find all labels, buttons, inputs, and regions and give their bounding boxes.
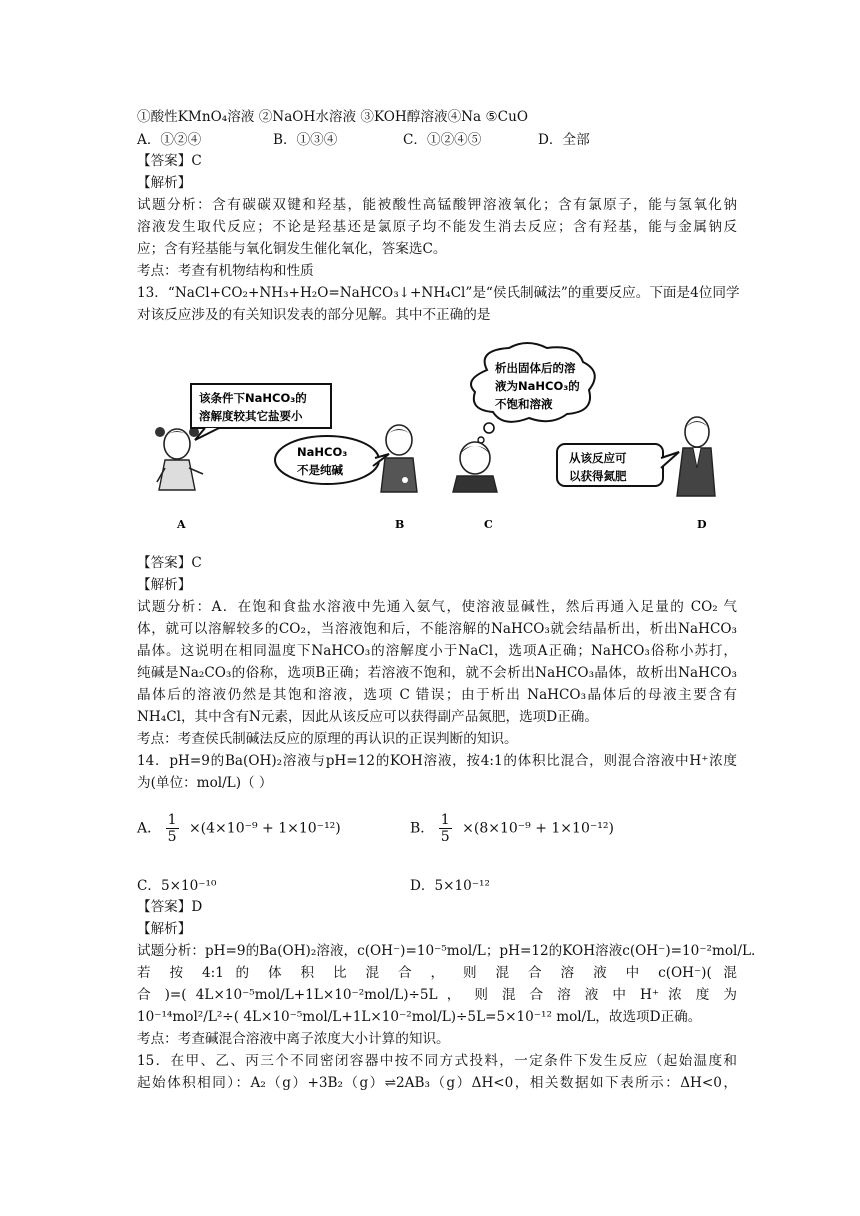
q14-stem: 14．pH=9的Ba(OH)₂溶液与pH=12的KOH溶液，按4:1的体积比混合，则混合溶液中H⁺浓度	[137, 753, 737, 769]
q14-answer: 【答案】D	[137, 899, 203, 915]
q14-option-b-expression: ×(8×10⁻⁹ + 1×10⁻¹²)	[462, 820, 614, 837]
q12-option-c: C．①②④⑤	[403, 132, 482, 148]
bubble-a-line1: 该条件下NaHCO₃的	[199, 391, 307, 405]
q14-option-d: D．5×10⁻¹²	[410, 878, 490, 894]
q14-option-a-expression: ×(4×10⁻⁹ + 1×10⁻¹²)	[188, 820, 341, 837]
q13-analysis-line: NH₄Cl，其中含有N元素，因此从该反应可以获得副产品氮肥，选项D正确。	[137, 709, 598, 725]
bubble-c-line2: 液为NaHCO₃的	[495, 379, 580, 393]
q12-analysis-line: 应；含有羟基能与氧化铜发生催化氧化，答案选C。	[137, 241, 447, 257]
q12-analysis-title: 【解析】	[137, 175, 192, 191]
bubble-d-line1: 从该反应可	[569, 451, 627, 465]
fraction	[439, 812, 452, 845]
bubble-b-line2: 不是纯碱	[297, 463, 343, 477]
q15-stem: 起始体积相同）：A₂（g）+3B₂（g）⇌2AB₃（g）ΔH<0，相关数据如下表所示：ΔH<0，	[137, 1075, 737, 1091]
fraction-numerator: 1	[167, 812, 177, 828]
q13-analysis-line: 纯碱是Na₂CO₃的俗称，选项B正确；若溶液不饱和，就不会析出NaHCO₃晶体，故析出NaHCO₃	[137, 665, 737, 681]
figure-label-a: A	[177, 518, 186, 531]
q14-option-a-label: A．	[137, 820, 162, 837]
figure-label-d: D	[697, 518, 707, 531]
fraction-denominator: 5	[440, 829, 450, 845]
q14-option-b	[410, 812, 614, 845]
q12-option-a: A．①②④	[137, 132, 202, 148]
q13-analysis-title: 【解析】	[137, 577, 192, 593]
fraction-numerator: 1	[440, 812, 450, 828]
bubble-c-line3: 不饱和溶液	[495, 397, 553, 411]
q14-analysis-line: 试题分析：pH=9的Ba(OH)₂溶液，c(OH⁻)=10⁻⁵mol/L；pH=12的KOH溶液c(OH⁻)=10⁻²mol/L.	[137, 943, 756, 959]
q13-answer: 【答案】C	[137, 555, 202, 571]
figure-label-b: B	[395, 518, 405, 531]
student-c-figure	[453, 442, 497, 492]
q13-point: 考点：考查侯氏制碱法反应的原理的再认识的正误判断的知识。	[137, 731, 518, 747]
q14-analysis-title: 【解析】	[137, 921, 192, 937]
q15-stem: 15．在甲、乙、丙三个不同密闭容器中按不同方式投料，一定条件下发生反应（起始温度和	[137, 1053, 737, 1069]
q12-point: 考点：考查有机物结构和性质	[137, 263, 314, 279]
q12-analysis-line: 试题分析：含有碳碳双键和羟基，能被酸性高锰酸钾溶液氧化；含有氯原子，能与氢氧化钠	[137, 197, 737, 213]
q14-option-c: C．5×10⁻¹⁰	[137, 878, 217, 894]
bubble-d-line2: 以获得氮肥	[569, 469, 627, 483]
q13-analysis-line: 晶体。这说明在相同温度下NaHCO₃的溶解度小于NaCl，选项A正确；NaHCO₃俗称小苏打，	[137, 643, 737, 659]
student-d-figure	[677, 417, 715, 496]
q12-analysis-line: 溶液发生取代反应；不论是羟基还是氯原子均不能发生消去反应；含有羟基，能与金属钠反	[137, 219, 737, 235]
figure-label-c: C	[484, 518, 493, 531]
q14-point: 考点：考查碱混合溶液中离子浓度大小计算的知识。	[137, 1031, 450, 1047]
fraction-denominator: 5	[167, 829, 177, 845]
q12-answer: 【答案】C	[137, 153, 202, 169]
q14-stem: 为(单位：mol/L)（ ）	[137, 775, 273, 791]
bubble-b-line1: NaHCO₃	[297, 445, 348, 459]
bubble-a-line2: 溶解度较其它盐要小	[199, 409, 303, 423]
q14-option-a	[137, 812, 341, 845]
student-b-figure	[381, 425, 417, 492]
q13-analysis-line: 体，就可以溶解较多的CO₂，当溶液饱和后，不能溶解的NaHCO₃就会结晶析出，析出NaHCO₃	[137, 621, 737, 637]
q14-analysis-line: 若 按 4:1 的 体 积 比 混 合 ， 则 混 合 溶 液 中 c(OH⁻)( 混	[137, 965, 737, 981]
q13-analysis-line: 晶体后的溶液仍然是其饱和溶液，选项 C 错误；由于析出 NaHCO₃晶体后的母液主要含有	[137, 687, 737, 703]
q13-stem: 13．“NaCl+CO₂+NH₃+H₂O=NaHCO₃↓+NH₄Cl”是“侯氏制碱法”的重要反应。下面是4位同学	[137, 285, 740, 301]
cartoon-figure	[137, 340, 737, 545]
bubble-c-line1: 析出固体后的溶	[495, 361, 576, 375]
q14-analysis-line: 合 )=( 4L×10⁻⁵mol/L+1L×10⁻²mol/L)÷5L ， 则 混 合 溶 液 中 H⁺ 浓 度 为	[137, 987, 737, 1003]
q14-option-b-label: B．	[410, 820, 435, 837]
q12-reagents: ①酸性KMnO₄溶液 ②NaOH水溶液 ③KOH醇溶液④Na ⑤CuO	[137, 109, 528, 125]
fraction	[166, 812, 179, 845]
q12-option-d: D．全部	[538, 132, 590, 148]
q13-analysis-line: 试题分析：A．在饱和食盐水溶液中先通入氨气，使溶液显碱性，然后再通入足量的 CO₂ 气	[137, 599, 737, 615]
q14-analysis-line: 10⁻¹⁴mol²/L²÷( 4L×10⁻⁵mol/L+1L×10⁻²mol/L)÷5L=5×10⁻¹² mol/L，故选项D正确。	[137, 1009, 702, 1025]
q12-option-b: B．①③④	[273, 132, 338, 148]
q13-stem: 对该反应涉及的有关知识发表的部分见解。其中不正确的是	[137, 307, 491, 323]
student-a-figure	[155, 427, 203, 490]
